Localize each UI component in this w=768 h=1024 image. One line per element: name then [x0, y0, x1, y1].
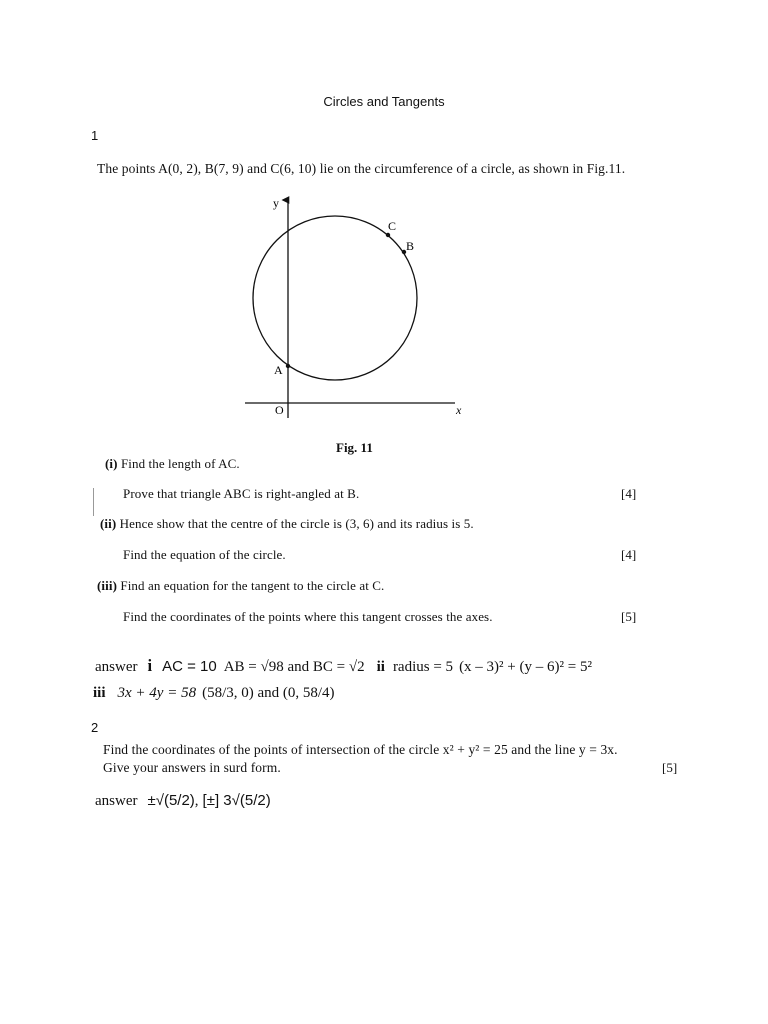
part-ii	[100, 516, 474, 532]
q2-answer-line	[95, 792, 271, 810]
answer-word: answer	[95, 659, 138, 675]
q2-marks: [5]	[662, 760, 678, 775]
part-iii-label: (iii)	[97, 578, 117, 593]
answer-iii-points: (58/3, 0) and (0, 58/4)	[202, 685, 335, 701]
point-c-marker	[386, 233, 390, 237]
y-axis-label: y	[273, 196, 279, 210]
answer-iii-label: iii	[93, 685, 106, 701]
x-axis-label: x	[456, 403, 462, 417]
q1-intro-text: The points A(0, 2), B(7, 9) and C(6, 10) lie on the circumference of a circle, as shown in Fig.11.	[97, 161, 626, 176]
q1-answer-line-1	[95, 656, 592, 676]
figure-caption: Fig. 11	[336, 440, 373, 455]
question-number-2: 2	[91, 720, 99, 735]
q2-answer-x: ±√(5/2)	[147, 792, 195, 809]
page-title: Circles and Tangents	[323, 94, 445, 109]
q2-answer-word: answer	[95, 793, 138, 809]
q1-answer-line-2	[93, 684, 335, 702]
answer-ii-radius: radius = 5	[392, 659, 454, 675]
answer-i-ac: AC = 10	[162, 658, 217, 675]
part-iii	[97, 578, 384, 594]
part-ii-equation-text: Find the equation of the circle.	[123, 547, 286, 562]
part-i-prove-text: Prove that triangle ABC is right-angled at B.	[123, 486, 360, 501]
part-i	[105, 456, 240, 472]
answer-circle-equation: (x – 3)² + (y – 6)² = 5²	[459, 659, 592, 675]
circle-curve	[253, 216, 417, 380]
point-a-marker	[286, 364, 290, 368]
part-ii-marks: [4]	[621, 547, 637, 562]
part-iii-marks: [5]	[621, 609, 637, 624]
part-i-label: (i)	[105, 456, 118, 471]
q2-answer-separator: ,	[194, 793, 199, 809]
part-ii-label: (ii)	[100, 516, 117, 531]
q2-question-line-1: Find the coordinates of the points of intersection of the circle x² + y² = 25 and the line y = 3x.	[103, 742, 618, 757]
point-a-label: A	[274, 363, 283, 377]
question-number-1: 1	[91, 128, 99, 143]
answer-iii-tangent-equation: 3x + 4y = 58	[117, 685, 197, 701]
part-iii-question: Find an equation for the tangent to the circle at C.	[120, 578, 385, 593]
q2-question-line-2: Give your answers in surd form.	[103, 760, 281, 775]
q2-answer-y: [±] 3√(5/2)	[202, 792, 271, 809]
origin-label: O	[275, 403, 284, 417]
answer-i-rest: AB = √98 and BC = √2	[223, 659, 365, 675]
part-i-question: Find the length of AC.	[120, 456, 240, 471]
part-ii-question: Hence show that the centre of the circle is (3, 6) and its radius is 5.	[119, 516, 474, 531]
answer-i-label: i	[147, 656, 153, 675]
part-iii-coordinates-text: Find the coordinates of the points where this tangent crosses the axes.	[123, 609, 493, 624]
answer-ii-label: ii	[376, 659, 385, 675]
point-b-label: B	[406, 239, 415, 253]
part-i-marks: [4]	[621, 486, 637, 501]
margin-bar	[93, 488, 94, 516]
point-c-label: C	[388, 219, 397, 233]
fig-11-circle-diagram	[240, 190, 480, 430]
